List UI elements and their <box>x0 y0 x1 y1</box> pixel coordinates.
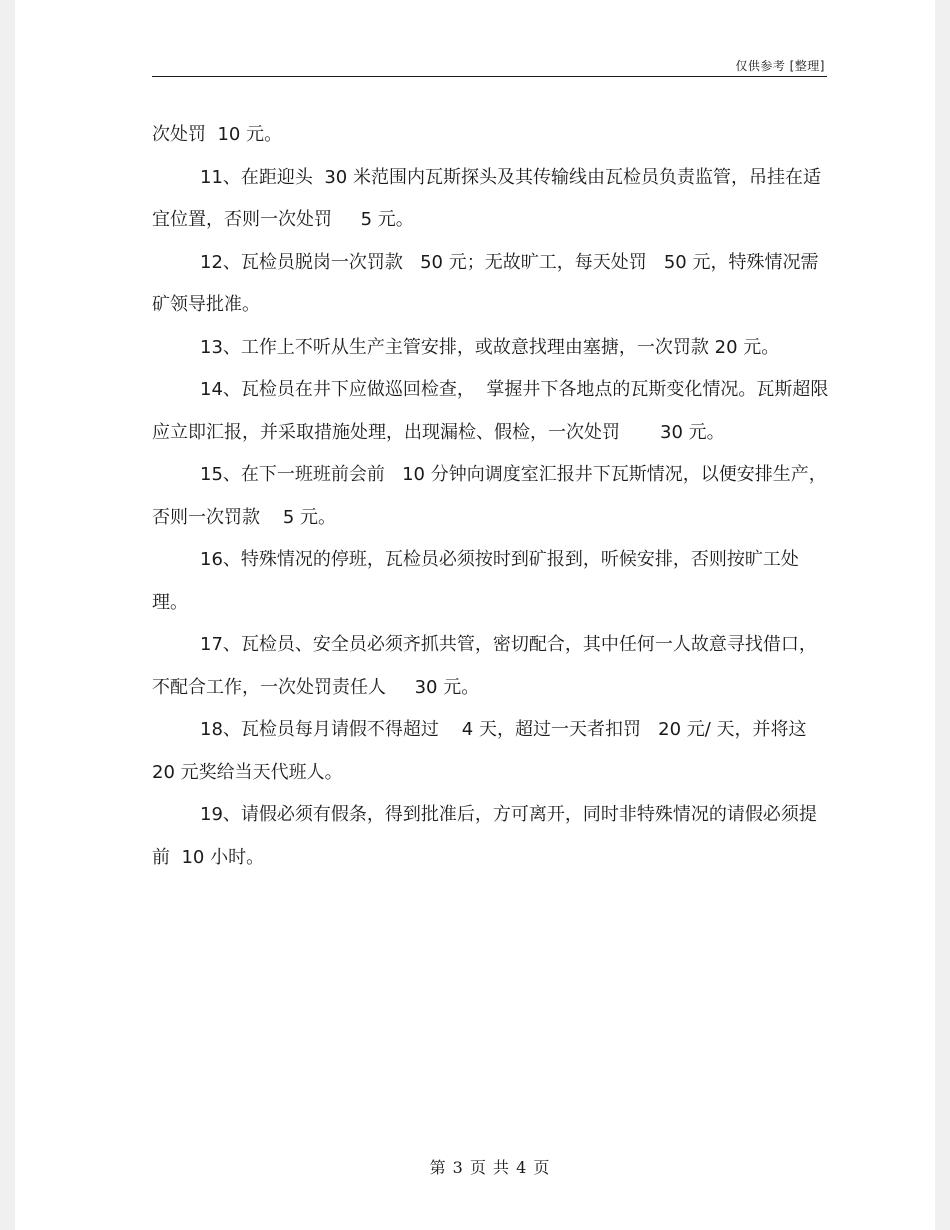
header-divider <box>152 76 827 77</box>
paragraph-rule-16: 16、特殊情况的停班，瓦检员必须按时到矿报到，听候安排，否则按旷工处理。 <box>152 549 799 613</box>
paragraph-rule-15: 15、在下一班班前会前 10 分钟向调度室汇报井下瓦斯情况，以便安排生产，否则一次罚款 5 元。 <box>152 464 827 528</box>
paragraph-rule-17: 17、瓦检员、安全员必须齐抓共管，密切配合，其中任何一人故意寻找借口，不配合工作，一次处罚责任人 30 元。 <box>152 634 817 698</box>
page-number: 第 3 页 共 4 页 <box>429 1158 551 1177</box>
paragraph-rule-13: 13、工作上不听从生产主管安排，或故意找理由塞搪，一次罚款 20 元。 <box>200 336 780 358</box>
paragraph-rule-19: 19、请假必须有假条，得到批准后，方可离开，同时非特殊情况的请假必须提前 10 小时。 <box>152 804 817 868</box>
paragraph-rule-18: 18、瓦检员每月请假不得超过 4 天，超过一天者扣罚 20 元/ 天，并将这 20 元奖给当天代班人。 <box>152 719 818 783</box>
paragraph-rule-14: 14、瓦检员在井下应做巡回检查， 掌握井下各地点的瓦斯变化情况。瓦斯超限应立即汇报，并采取措施处理，出现漏检、假检，一次处罚 30 元。 <box>152 379 829 443</box>
paragraph-rule-11: 11、在距迎头 30 米范围内瓦斯探头及其传输线由瓦检员负责监管，吊挂在适宜位置，否则一次处罚 5 元。 <box>152 166 821 230</box>
paragraph-continuation: 次处罚 10 元。 <box>152 124 283 145</box>
header-note: 仅供参考 [整理] <box>735 59 825 73</box>
document-body <box>152 114 832 879</box>
paragraph-rule-12: 12、瓦检员脱岗一次罚款 50 元；无故旷工，每天处罚 50 元，特殊情况需矿领导批准。 <box>152 251 819 315</box>
document-page <box>15 0 935 1230</box>
